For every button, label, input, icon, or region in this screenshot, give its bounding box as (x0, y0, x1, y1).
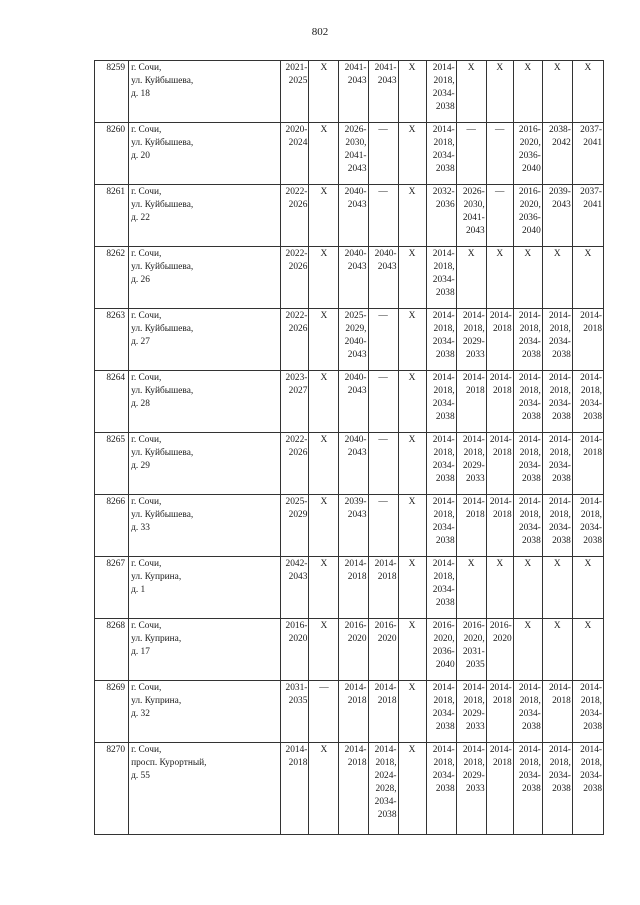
period-cell: 2014- 2018, 2034- 2038 (426, 309, 456, 371)
period-cell: 2014- 2018 (486, 681, 513, 743)
period-cell: 2014- 2018, 2034- 2038 (426, 247, 456, 309)
period-cell: Х (309, 743, 339, 835)
address-cell: г. Сочи, ул. Куприна, д. 17 (129, 619, 281, 681)
period-cell: 2014- 2018 (486, 495, 513, 557)
period-cell: Х (513, 61, 542, 123)
period-cell: 2014- 2018, 2034- 2038 (426, 371, 456, 433)
period-cell: Х (542, 61, 572, 123)
period-cell: 2014- 2018, 2034- 2038 (426, 123, 456, 185)
period-cell: 2014- 2018, 2024- 2028, 2034- 2038 (368, 743, 398, 835)
period-cell: — (368, 433, 398, 495)
period-cell: 2014- 2018, 2029- 2033 (456, 309, 486, 371)
row-number: 8259 (95, 61, 129, 123)
row-number: 8264 (95, 371, 129, 433)
row-number: 8260 (95, 123, 129, 185)
period-cell: 2040- 2043 (339, 433, 368, 495)
period-cell: 2014- 2018, 2034- 2038 (513, 743, 542, 835)
period-cell: 2016- 2020, 2031- 2035 (456, 619, 486, 681)
period-cell: — (368, 185, 398, 247)
table-row (95, 495, 604, 557)
period-cell: 2014- 2018, 2034- 2038 (426, 557, 456, 619)
table-row (95, 619, 604, 681)
period-cell: Х (309, 61, 339, 123)
period-cell: 2014- 2018, 2029- 2033 (456, 433, 486, 495)
period-cell: 2014- 2018, 2034- 2038 (426, 743, 456, 835)
address-cell: г. Сочи, ул. Куйбышева, д. 22 (129, 185, 281, 247)
period-cell: Х (542, 557, 572, 619)
period-cell: 2014- 2018 (339, 557, 368, 619)
period-cell: 2037- 2041 (572, 123, 603, 185)
period-cell: 2026- 2030, 2041- 2043 (456, 185, 486, 247)
period-cell: — (486, 185, 513, 247)
address-cell: г. Сочи, ул. Куйбышева, д. 28 (129, 371, 281, 433)
row-number: 8266 (95, 495, 129, 557)
period-cell: Х (572, 619, 603, 681)
schedule-table (94, 60, 604, 835)
table-row (95, 309, 604, 371)
period-cell: Х (513, 619, 542, 681)
period-cell: 2014- 2018 (486, 433, 513, 495)
address-cell: г. Сочи, ул. Куприна, д. 32 (129, 681, 281, 743)
row-number: 8269 (95, 681, 129, 743)
period-cell: 2039- 2043 (542, 185, 572, 247)
period-cell: 2022- 2026 (281, 185, 309, 247)
period-cell: 2023- 2027 (281, 371, 309, 433)
period-cell: 2014- 2018, 2034- 2038 (542, 743, 572, 835)
address-cell: г. Сочи, ул. Куприна, д. 1 (129, 557, 281, 619)
address-cell: г. Сочи, просп. Курортный, д. 55 (129, 743, 281, 835)
period-cell: 2016- 2020 (368, 619, 398, 681)
address-cell: г. Сочи, ул. Куйбышева, д. 33 (129, 495, 281, 557)
period-cell: — (456, 123, 486, 185)
period-cell: 2014- 2018, 2034- 2038 (426, 61, 456, 123)
period-cell: 2021- 2025 (281, 61, 309, 123)
table-row (95, 247, 604, 309)
address-cell: г. Сочи, ул. Куйбышева, д. 26 (129, 247, 281, 309)
period-cell: 2014- 2018, 2034- 2038 (542, 495, 572, 557)
period-cell: 2014- 2018, 2034- 2038 (572, 743, 603, 835)
period-cell: Х (486, 247, 513, 309)
period-cell: 2041- 2043 (339, 61, 368, 123)
table-row (95, 371, 604, 433)
row-number: 8262 (95, 247, 129, 309)
period-cell: 2025- 2029, 2040- 2043 (339, 309, 368, 371)
period-cell: Х (398, 309, 426, 371)
period-cell: 2022- 2026 (281, 247, 309, 309)
table-row (95, 743, 604, 835)
period-cell: Х (309, 557, 339, 619)
period-cell: 2014- 2018, 2034- 2038 (513, 681, 542, 743)
table-row (95, 61, 604, 123)
period-cell: 2040- 2043 (339, 371, 368, 433)
period-cell: 2014- 2018 (572, 309, 603, 371)
period-cell: Х (398, 681, 426, 743)
period-cell: Х (309, 123, 339, 185)
period-cell: 2025- 2029 (281, 495, 309, 557)
period-cell: Х (398, 371, 426, 433)
period-cell: 2014- 2018, 2034- 2038 (513, 309, 542, 371)
period-cell: 2014- 2018, 2034- 2038 (513, 495, 542, 557)
period-cell: Х (456, 61, 486, 123)
period-cell: 2014- 2018, 2034- 2038 (572, 681, 603, 743)
period-cell: 2040- 2043 (339, 185, 368, 247)
period-cell: Х (398, 61, 426, 123)
period-cell: 2014- 2018, 2034- 2038 (426, 681, 456, 743)
period-cell: 2014- 2018 (368, 557, 398, 619)
period-cell: 2020- 2024 (281, 123, 309, 185)
period-cell: 2014- 2018 (456, 371, 486, 433)
row-number: 8261 (95, 185, 129, 247)
period-cell: 2022- 2026 (281, 309, 309, 371)
period-cell: — (368, 495, 398, 557)
period-cell: 2016- 2020, 2036- 2040 (513, 185, 542, 247)
period-cell: 2014- 2018, 2034- 2038 (426, 495, 456, 557)
row-number: 8268 (95, 619, 129, 681)
page-number: 802 (311, 26, 329, 38)
period-cell: 2016- 2020 (486, 619, 513, 681)
period-cell: 2042- 2043 (281, 557, 309, 619)
period-cell: 2016- 2020, 2036- 2040 (513, 123, 542, 185)
period-cell: 2022- 2026 (281, 433, 309, 495)
row-number: 8267 (95, 557, 129, 619)
period-cell: 2016- 2020 (339, 619, 368, 681)
period-cell: Х (456, 247, 486, 309)
period-cell: Х (398, 247, 426, 309)
period-cell: 2014- 2018, 2034- 2038 (513, 371, 542, 433)
period-cell: 2014- 2018, 2029- 2033 (456, 743, 486, 835)
period-cell: Х (486, 61, 513, 123)
period-cell: 2014- 2018 (456, 495, 486, 557)
period-cell: 2037- 2041 (572, 185, 603, 247)
table-row (95, 123, 604, 185)
period-cell: 2014- 2018 (339, 743, 368, 835)
period-cell: 2016- 2020, 2036- 2040 (426, 619, 456, 681)
row-number: 8270 (95, 743, 129, 835)
period-cell: 2014- 2018 (486, 743, 513, 835)
period-cell: 2014- 2018, 2034- 2038 (542, 371, 572, 433)
period-cell: Х (309, 371, 339, 433)
period-cell: 2040- 2043 (368, 247, 398, 309)
period-cell: Х (398, 123, 426, 185)
table-row (95, 681, 604, 743)
period-cell: Х (309, 619, 339, 681)
period-cell: 2014- 2018, 2034- 2038 (426, 433, 456, 495)
period-cell: 2032- 2036 (426, 185, 456, 247)
table-row (95, 433, 604, 495)
period-cell: Х (309, 247, 339, 309)
row-number: 8265 (95, 433, 129, 495)
period-cell: — (368, 371, 398, 433)
period-cell: 2039- 2043 (339, 495, 368, 557)
period-cell: 2041- 2043 (368, 61, 398, 123)
period-cell: 2014- 2018, 2034- 2038 (513, 433, 542, 495)
row-number: 8263 (95, 309, 129, 371)
period-cell: 2014- 2018, 2034- 2038 (542, 433, 572, 495)
period-cell: 2026- 2030, 2041- 2043 (339, 123, 368, 185)
period-cell: Х (398, 185, 426, 247)
period-cell: 2016- 2020 (281, 619, 309, 681)
period-cell: Х (309, 433, 339, 495)
period-cell: Х (398, 557, 426, 619)
period-cell: Х (398, 619, 426, 681)
table-row (95, 185, 604, 247)
period-cell: — (309, 681, 339, 743)
period-cell: 2014- 2018 (281, 743, 309, 835)
address-cell: г. Сочи, ул. Куйбышева, д. 27 (129, 309, 281, 371)
period-cell: 2038- 2042 (542, 123, 572, 185)
period-cell: Х (572, 557, 603, 619)
period-cell: Х (398, 495, 426, 557)
period-cell: 2014- 2018 (368, 681, 398, 743)
period-cell: Х (542, 619, 572, 681)
period-cell: Х (542, 247, 572, 309)
address-cell: г. Сочи, ул. Куйбышева, д. 20 (129, 123, 281, 185)
period-cell: 2014- 2018, 2034- 2038 (542, 309, 572, 371)
period-cell: Х (398, 433, 426, 495)
period-cell: Х (309, 185, 339, 247)
period-cell: Х (513, 247, 542, 309)
period-cell: Х (456, 557, 486, 619)
period-cell: — (486, 123, 513, 185)
period-cell: Х (309, 495, 339, 557)
period-cell: — (368, 309, 398, 371)
period-cell: 2014- 2018 (486, 371, 513, 433)
period-cell: 2014- 2018 (542, 681, 572, 743)
period-cell: 2040- 2043 (339, 247, 368, 309)
address-cell: г. Сочи, ул. Куйбышева, д. 18 (129, 61, 281, 123)
table-row (95, 557, 604, 619)
period-cell: Х (572, 61, 603, 123)
period-cell: Х (398, 743, 426, 835)
period-cell: 2031- 2035 (281, 681, 309, 743)
period-cell: Х (513, 557, 542, 619)
period-cell: — (368, 123, 398, 185)
period-cell: Х (486, 557, 513, 619)
period-cell: Х (572, 247, 603, 309)
period-cell: Х (309, 309, 339, 371)
period-cell: 2014- 2018, 2029- 2033 (456, 681, 486, 743)
period-cell: 2014- 2018, 2034- 2038 (572, 495, 603, 557)
period-cell: 2014- 2018 (339, 681, 368, 743)
period-cell: 2014- 2018 (486, 309, 513, 371)
address-cell: г. Сочи, ул. Куйбышева, д. 29 (129, 433, 281, 495)
period-cell: 2014- 2018 (572, 433, 603, 495)
period-cell: 2014- 2018, 2034- 2038 (572, 371, 603, 433)
